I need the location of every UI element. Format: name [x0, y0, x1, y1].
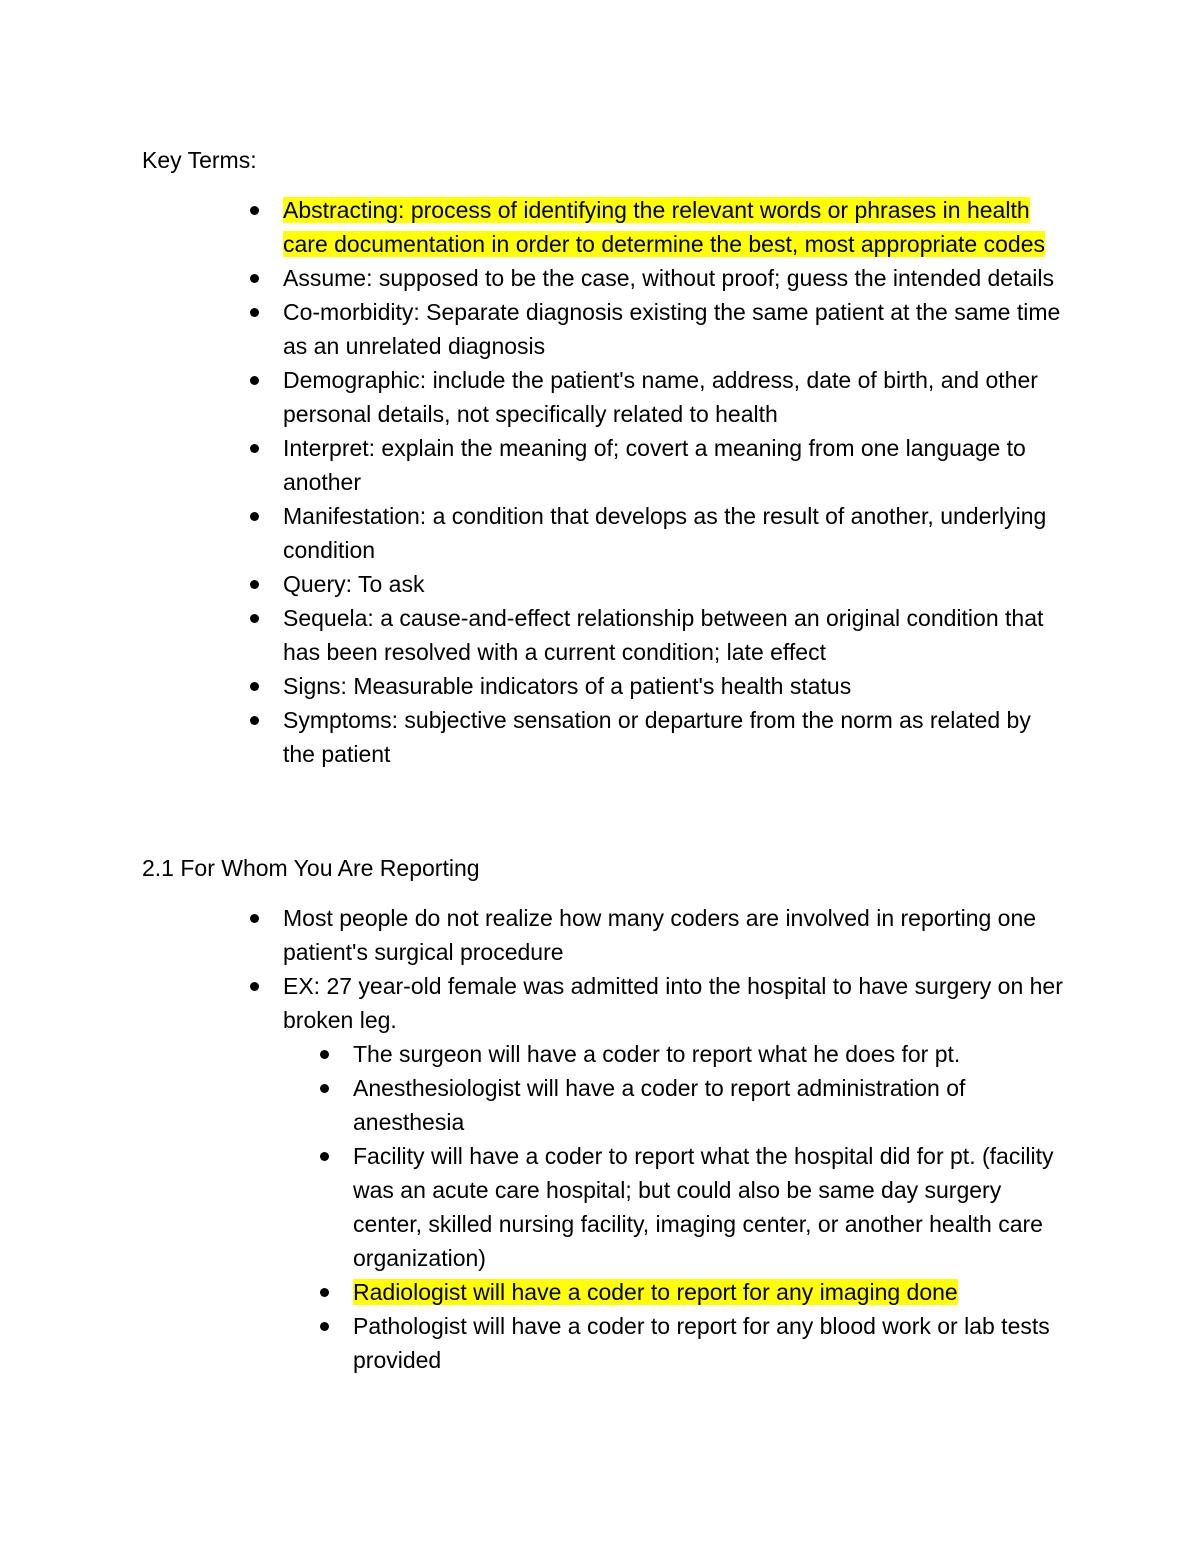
list-item-text: Interpret: explain the meaning of; covert a meaning from one language to another: [283, 435, 1026, 495]
key-terms-heading: Key Terms:: [142, 147, 257, 173]
list-item-assume: [0, 261, 1063, 295]
list-item-example: [0, 969, 1063, 1377]
sub-item-pathologist: [0, 1309, 1063, 1377]
list-item-text: Most people do not realize how many coders are involved in reporting one patient's surgical procedure: [283, 905, 1037, 965]
highlighted-text: Radiologist will have a coder to report for any imaging done: [353, 1279, 958, 1305]
list-item-text: Query: To ask: [283, 571, 425, 597]
example-sub-list: [283, 1037, 1063, 1377]
list-item-co-morbidity: [0, 295, 1063, 363]
list-item-abstracting: [0, 193, 1063, 261]
list-item-text: Manifestation: a condition that develops as the result of another, underlying condition: [283, 503, 1047, 563]
list-item-demographic: [0, 363, 1063, 431]
list-item-text: Symptoms: subjective sensation or departure from the norm as related by the patient: [283, 707, 1031, 767]
sub-item-surgeon: [0, 1037, 1063, 1071]
list-item-manifestation: [0, 499, 1063, 567]
list-item-text: EX: 27 year-old female was admitted into the hospital to have surgery on her broken leg.: [283, 973, 1063, 1033]
list-item-signs: [0, 669, 1063, 703]
list-item-text: Signs: Measurable indicators of a patient's health status: [283, 673, 852, 699]
key-terms-list: [0, 193, 1200, 771]
sub-item-radiologist: [0, 1275, 1063, 1309]
list-item-symptoms: [0, 703, 1063, 771]
list-item-query: [0, 567, 1063, 601]
highlighted-text: Abstracting: process of identifying the relevant words or phrases in health care documentation in order to determine the best, most appropriate codes: [283, 197, 1045, 257]
section-2-1-heading: 2.1 For Whom You Are Reporting: [142, 855, 480, 881]
sub-item-text: Pathologist will have a coder to report for any blood work or lab tests provided: [353, 1313, 1050, 1373]
list-item-text: Sequela: a cause-and-effect relationship between an original condition that has been resolved with a current condition; late effect: [283, 605, 1044, 665]
list-item-coders-involved: [0, 901, 1063, 969]
list-item-interpret: [0, 431, 1063, 499]
list-item-text: Demographic: include the patient's name, address, date of birth, and other personal details, not specifically related to health: [283, 367, 1038, 427]
sub-item-facility: [0, 1139, 1063, 1275]
sub-item-text: Facility will have a coder to report what the hospital did for pt. (facility was an acute care hospital; but could also be same day surgery center, skilled nursing facility, imaging center, or another health care organization): [353, 1143, 1054, 1271]
list-item-text: Co-morbidity: Separate diagnosis existing the same patient at the same time as an unrelated diagnosis: [283, 299, 1061, 359]
section-2-1-list: [0, 901, 1200, 1377]
list-item-sequela: [0, 601, 1063, 669]
sub-item-text: The surgeon will have a coder to report what he does for pt.: [353, 1041, 961, 1067]
sub-item-anesthesiologist: [0, 1071, 1063, 1139]
list-item-text: Assume: supposed to be the case, without proof; guess the intended details: [283, 265, 1054, 291]
sub-item-text: Anesthesiologist will have a coder to report administration of anesthesia: [353, 1075, 966, 1135]
